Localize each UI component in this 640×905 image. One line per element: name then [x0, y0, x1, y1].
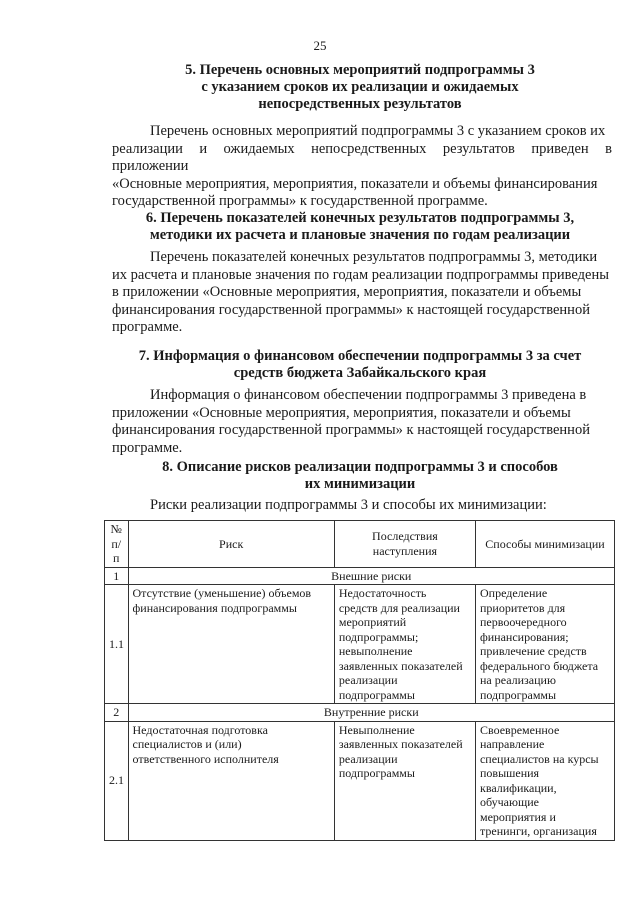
page-number: 25 [313, 38, 327, 53]
section-6-paragraph [112, 249, 612, 337]
group-title: Внешние риски [128, 567, 614, 585]
cell-line: тренинги, организация [479, 824, 597, 838]
paragraph-line: Информация о финансовом обеспечении подпрограммы 3 приведена в [150, 387, 587, 403]
row-num: 1.1 [105, 585, 129, 704]
minimization-cell [475, 721, 614, 840]
cell-line: специалистов на курсы [479, 751, 599, 766]
cell-line: на реализацию [479, 673, 556, 687]
minimization-cell [475, 585, 614, 704]
cell-line: направление [479, 737, 545, 751]
heading-line: 7. Информация о финансовом обеспечении подпрограммы 3 за счет [138, 348, 582, 364]
heading-line: непосредственных результатов [258, 96, 462, 112]
cell-line: ответственного исполнителя [132, 751, 279, 766]
header-consequences [334, 521, 475, 568]
cell-line: заявленных показателей [338, 658, 463, 673]
group-title: Внутренние риски [128, 704, 614, 722]
cell-line: подпрограммы [338, 687, 415, 702]
section-6-heading [100, 210, 620, 244]
cell-line: подпрограммы; [338, 629, 419, 644]
cell-line: подпрограммы [479, 687, 557, 702]
cell-line: специалистов и (или) [132, 737, 242, 751]
section-7-heading [100, 348, 620, 382]
paragraph-line: финансирования государственной программы» к настоящей государственной [112, 301, 590, 318]
risk-cell [128, 585, 334, 704]
section-8-intro: Риски реализации подпрограммы 3 и способы их минимизации: [150, 497, 547, 513]
consequence-cell [334, 721, 475, 840]
cell-line: средств для реализации [338, 600, 460, 615]
paragraph-line: программе. [112, 319, 183, 335]
cell-line: повышения [479, 766, 540, 780]
cell-line: реализации [338, 673, 398, 687]
heading-line: 6. Перечень показателей конечных результатов подпрограммы 3, [145, 210, 575, 226]
cell-line: Отсутствие (уменьшение) объемов [132, 586, 312, 600]
cell-line: первоочередного [479, 615, 567, 629]
paragraph-line: их расчета и плановые значения по годам реализации подпрограммы приведены [112, 266, 609, 283]
row-num: 2.1 [105, 721, 129, 840]
cell-line: заявленных показателей [338, 737, 463, 751]
section-5-heading [100, 62, 620, 113]
cell-line: финансирования подпрограммы [132, 600, 297, 615]
paragraph-line: Перечень показателей конечных результатов подпрограммы 3, методики [150, 249, 598, 265]
table-row [105, 721, 615, 840]
cell-line: Определение [479, 586, 548, 600]
header-num-line: п/п [111, 536, 122, 565]
cell-line: Своевременное [479, 722, 560, 737]
cell-line: Недостаточная подготовка [132, 722, 268, 737]
header-num [105, 521, 129, 568]
header-minimization: Способы минимизации [475, 521, 614, 568]
cell-line: невыполнение [338, 644, 413, 658]
heading-line: методики их расчета и плановые значения по годам реализации [149, 227, 571, 243]
header-consequences-line: наступления [372, 543, 438, 558]
cell-line: обучающие [479, 795, 539, 809]
cell-line: Невыполнение [338, 722, 415, 737]
heading-line: 5. Перечень основных мероприятий подпрограммы 3 [185, 62, 535, 78]
paragraph-line: в приложении «Основные мероприятия, мероприятия, показатели и объемы [112, 284, 582, 300]
heading-line: средств бюджета Забайкальского края [233, 365, 487, 381]
cell-line: Недостаточность [338, 586, 427, 600]
header-consequences-line: Последствия [372, 529, 438, 544]
cell-line: привлечение средств [479, 644, 587, 658]
cell-line: квалификации, [479, 780, 557, 795]
cell-line: мероприятия и [479, 809, 556, 824]
cell-line: мероприятий [338, 615, 407, 629]
table-group-row [105, 567, 615, 585]
heading-line: с указанием сроков их реализации и ожидаемых [201, 79, 519, 95]
table-group-row [105, 704, 615, 722]
heading-line: 8. Описание рисков реализации подпрограммы 3 и способов [162, 459, 558, 475]
paragraph-line: государственной программы» к государственной программе. [112, 193, 488, 209]
header-num-line: № [110, 522, 122, 536]
risk-table [104, 520, 615, 841]
cell-line: реализации [338, 751, 398, 766]
paragraph-line: финансирования государственной программы» к настоящей государственной [112, 422, 590, 438]
table-header-row [105, 521, 615, 568]
risk-cell [128, 721, 334, 840]
paragraph-line: Перечень основных мероприятий подпрограммы 3 с указанием сроков их [150, 123, 606, 139]
paragraph-line: программе. [112, 439, 183, 456]
section-7-paragraph [112, 387, 612, 457]
cell-line: приоритетов для [479, 600, 566, 615]
header-risk: Риск [128, 521, 334, 568]
section-8-heading [100, 459, 620, 493]
table-row [105, 585, 615, 704]
paragraph-line: реализации и ожидаемых непосредственных результатов приведен в приложении [112, 140, 612, 174]
section-5-paragraph [112, 123, 612, 211]
heading-line: их минимизации [304, 476, 416, 492]
group-num: 1 [105, 567, 129, 585]
cell-line: федерального бюджета [479, 658, 599, 673]
cell-line: финансирования; [479, 629, 569, 644]
consequence-cell [334, 585, 475, 704]
cell-line: подпрограммы [338, 766, 415, 780]
paragraph-line: «Основные мероприятия, мероприятия, показатели и объемы финансирования [112, 175, 598, 192]
paragraph-line: приложении «Основные мероприятия, мероприятия, показатели и объемы [112, 404, 571, 421]
group-num: 2 [105, 704, 129, 722]
